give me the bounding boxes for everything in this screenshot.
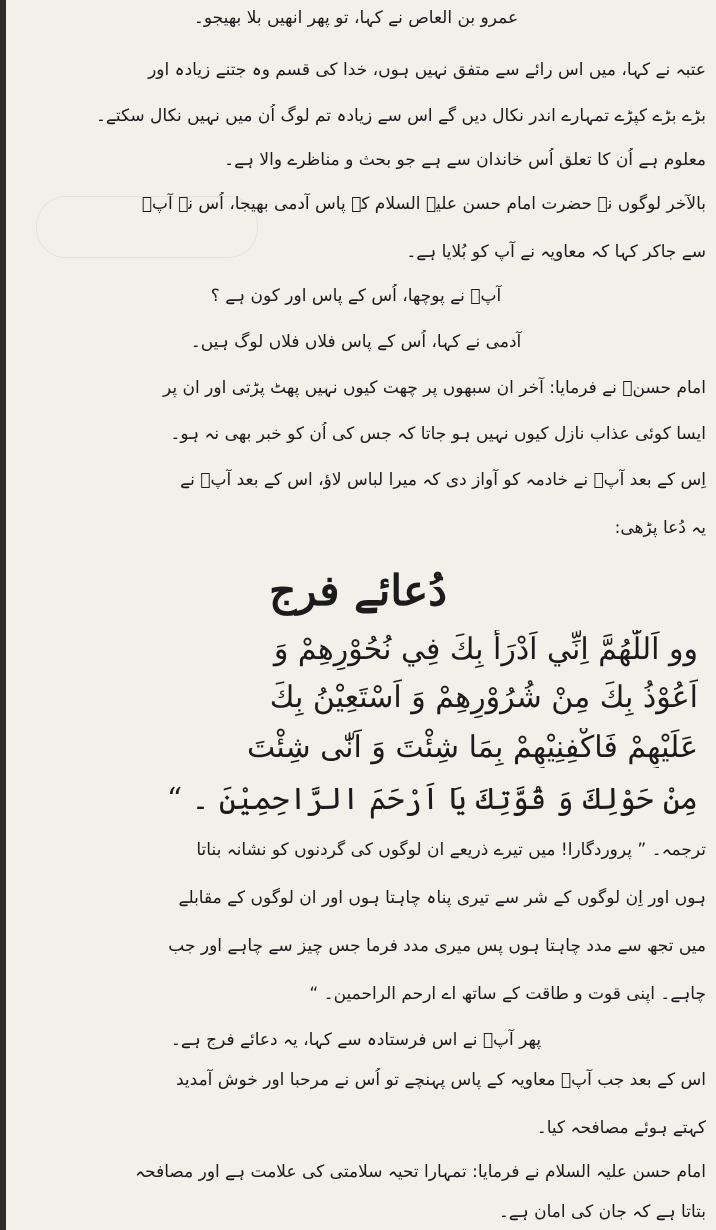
- text-line-11: اِس کے بعد آپؑ نے خادمہ کو آواز دی کہ میرا لباس لاؤ، اس کے بعد آپؑ نے: [180, 470, 706, 490]
- text-line-1: عمرو بن العاص نے کہا، تو پھر انھیں بلا بھیجو۔: [193, 8, 519, 28]
- after-line-1: پھر آپؑ نے اس فرستادہ سے کہا، یہ دعائے فرج ہے۔: [170, 1030, 542, 1050]
- text-line-10: ایسا کوئی عذاب نازل کیوں نہیں ہو جاتا کہ جس کی اُن کو خبر بھی نہ ہو۔: [170, 424, 706, 444]
- arabic-line-4: مِنْ حَوْلِكَ وَ قُوَّتِكَ يَا اَرْحَمَ الرَّاحِمِيْنَ ۔ “: [166, 782, 698, 817]
- translation-line-4: چاہے۔ اپنی قوت و طاقت کے ساتھ اے ارحم الراحمین۔ “: [309, 984, 706, 1004]
- text-line-9: امام حسنؑ نے فرمایا: آخر ان سبھوں پر چھت کیوں نہیں پھٹ پڑتی اور ان پر: [163, 378, 706, 398]
- text-line-5: بالآخر لوگوں نے حضرت امام حسن علیہ السلام کے پاس آدمی بھیجا، اُس نے آپؑ: [141, 194, 706, 214]
- after-line-4: امام حسن علیہ السلام نے فرمایا: تمہارا تحیہ سلامتی کی علامت ہے اور مصافحہ: [135, 1162, 706, 1182]
- text-line-6: سے جاکر کہا کہ معاویہ نے آپ کو بُلایا ہے۔: [406, 242, 706, 262]
- after-line-3: کہتے ہوئے مصافحہ کیا۔: [536, 1118, 706, 1138]
- text-line-7: آپؑ نے پوچھا، اُس کے پاس اور کون ہے ؟: [210, 286, 502, 306]
- text-line-12: یہ دُعا پڑھی:: [614, 518, 706, 538]
- translation-line-3: میں تجھ سے مدد چاہتا ہوں پس میری مدد فرما جس چیز سے چاہے اور جب: [168, 936, 706, 956]
- prayer-title: دُعائے فرج: [269, 566, 447, 615]
- arabic-line-2: اَعُوْذُ بِكَ مِنْ شُرُوْرِهِمْ وَ اَسْتَعِيْنُ بِكَ: [269, 680, 698, 715]
- text-line-4: معلوم ہے اُن کا تعلق اُس خاندان سے ہے جو بحث و مناظرے والا ہے۔: [224, 150, 706, 170]
- after-line-5: بتاتا ہے کہ جان کی امان ہے۔: [498, 1202, 706, 1222]
- text-line-3: بڑے بڑے کپڑے تمہارے اندر نکال دیں گے اس سے زیادہ تم لوگ اُن میں نہیں نکال سکتے۔: [95, 106, 706, 126]
- arabic-line-3: عَلَيْهِمْ فَاكْفِنِيْهِمْ بِمَا شِئْتَ وَ اَنّٰى شِئْتَ: [246, 730, 698, 765]
- translation-line-1: ترجمہ۔ ” پروردگارا! میں تیرے ذریعے ان لوگوں کی گردنوں کو نشانہ بناتا: [196, 840, 706, 860]
- translation-line-2: ہوں اور اِن لوگوں کے شر سے تیری پناہ چاہتا ہوں اور ان لوگوں کے مقابلے: [178, 888, 706, 908]
- text-line-2: عتبہ نے کہا، میں اس رائے سے متفق نہیں ہوں، خدا کی قسم وہ جتنے زیادہ اور: [148, 60, 706, 80]
- after-line-2: اس کے بعد جب آپؑ معاویہ کے پاس پہنچے تو اُس نے مرحبا اور خوش آمدید: [175, 1070, 706, 1090]
- arabic-line-1: وو اَللّٰهُمَّ اِنِّي اَدْرَأُ بِكَ فِي نُحُوْرِهِمْ وَ: [273, 632, 698, 667]
- text-line-8: آدمی نے کہا، اُس کے پاس فلاں فلاں لوگ ہیں۔: [190, 332, 522, 352]
